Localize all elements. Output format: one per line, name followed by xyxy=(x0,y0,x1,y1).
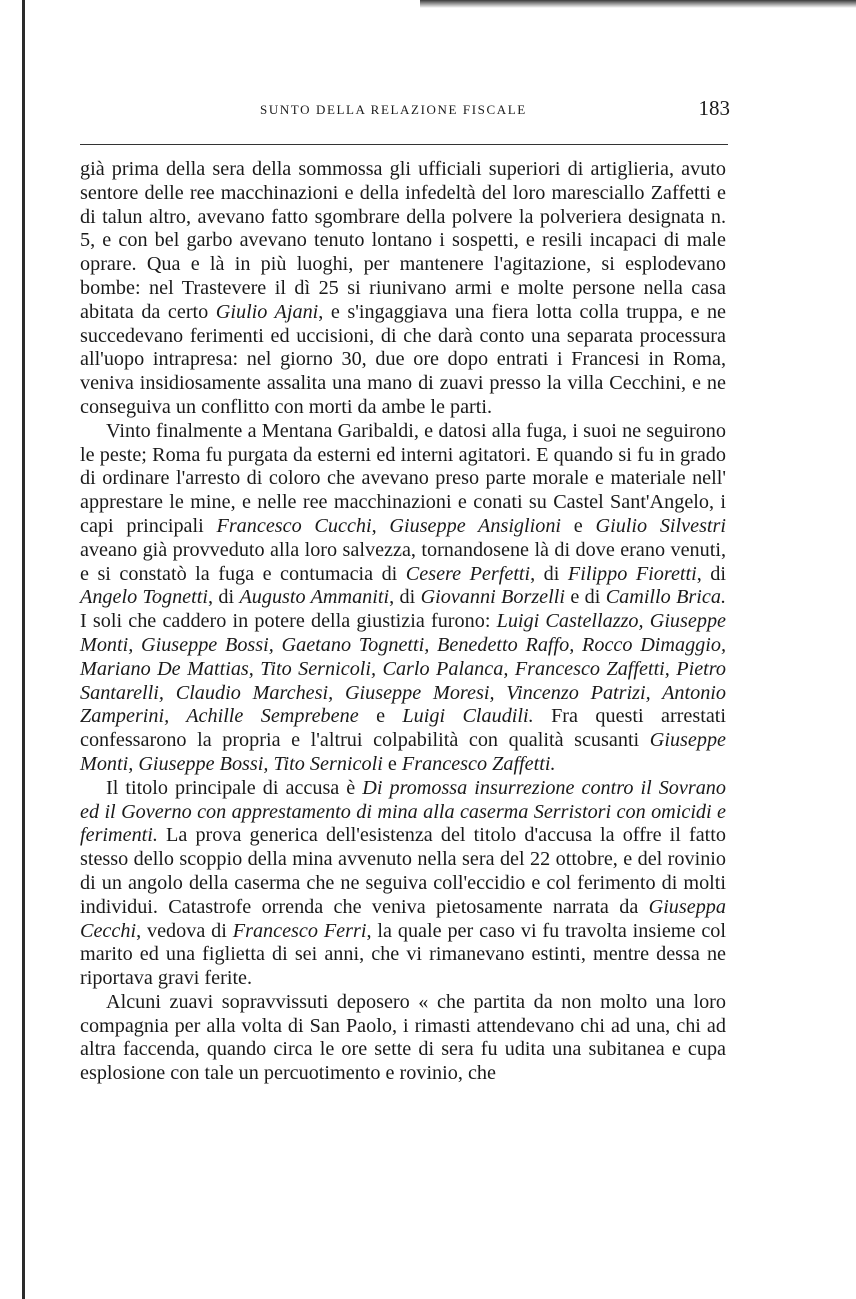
text-run: Vinto finalmente a Mentana Garibaldi, e datosi alla fuga, i suoi ne seguirono le peste; Roma fu purgata da esterni ed interni agitatori. E quando si fu in grado di ordinare l'arresto di coloro che avevano preso parte morale e materiale nell' apprestare le mine, e nelle ree macchinazioni e conati su Castel Sant'Angelo, i capi principali xyxy=(80,419,726,537)
italic-run: Giovanni Borzelli xyxy=(420,586,565,609)
text-run: e xyxy=(358,705,403,728)
text-run: , e s'ingaggiava una fiera lotta colla truppa, e ne succedevano ferimenti ed uccisioni, di che darà conto una separata processura all'uopo intrapresa: nel giorno 30, due ore dopo entrati i Francesi in Roma, veniva insidiosamente assalita una mano di zuavi presso la villa Cecchini, e ne conseguiva un conflitto con morti da ambe le parti. xyxy=(80,300,727,418)
italic-run: Giulio Ajani xyxy=(215,300,319,323)
text-run: aveano già provveduto alla loro salvezza, tornandosene là di dove erano venuti, e si constatò la fuga e contumacia di xyxy=(80,538,726,585)
italic-run: Augusto Ammaniti xyxy=(239,586,390,609)
text-run: , di xyxy=(530,562,568,585)
page-header xyxy=(70,96,730,126)
italic-run: Di promossa insurrezione contro il Sovrano ed il Governo con apprestamento di mina alla caserma Serristori con omicidi e ferimenti. xyxy=(80,776,726,847)
scan-edge xyxy=(22,0,25,1299)
body-text xyxy=(80,158,726,1086)
text-run: Fra questi arrestati confessarono la propria e l'altrui colpabilità con qualità scusanti xyxy=(80,705,726,752)
italic-run: Giuseppe Monti, Giuseppe Bossi, Tito Sernicoli xyxy=(80,729,726,775)
paragraph xyxy=(80,158,726,420)
text-run: già prima della sera della sommossa gli ufficiali superiori di artiglieria, avuto sentore delle ree macchinazioni e della infedeltà del loro maresciallo Zaffetti e di talun altro, avevano fatto sgombrare della polvere la polveriera designata n. 5, e con bel garbo avevano tenuto lontano i sospetti, e resili incapaci di male oprare. Qua e là in più luoghi, per mantenere l'agitazione, si esplodevano bombe: nel Trastevere il dì 25 si riunivano armi e molte persone nella casa abitata da certo xyxy=(80,158,726,323)
paragraph xyxy=(80,420,726,777)
italic-run: Francesco Zaffetti. xyxy=(401,752,556,775)
italic-run: Angelo Tognetti xyxy=(80,586,208,609)
italic-run: Giuseppa Cecchi xyxy=(80,895,726,942)
text-run: , di xyxy=(696,562,726,585)
text-run: , di xyxy=(207,586,240,609)
text-run: Alcuni zuavi sopravvissuti deposero « che partita da non molto una loro compagnia per alla volta di San Paolo, i rimasti attendevano chi ad una, chi ad altra faccenda, quando circa le ore sette di sera fu udita una subitanea e cupa esplosione con tale un percuotimento e rovinio, che xyxy=(80,990,726,1085)
page-number: 183 xyxy=(698,96,730,120)
italic-run: Giulio Silvestri xyxy=(595,514,726,537)
text-run: La prova generica dell'esistenza del titolo d'accusa la offre il fatto stesso dello scoppio della mina avvenuto nella sera del 22 ottobre, e del rovinio di un angolo della caserma che ne seguiva coll'eccidio e col ferimento di molti individui. Catastrofe orrenda che veniva pietosamente narrata da xyxy=(80,824,726,918)
italic-run: Luigi Castellazzo, Giuseppe Monti, Giuseppe Bossi, Gaetano Tognetti, Benedetto Raffo, Rocco Dimaggio, Mariano De Mattias, Tito Sernicoli, Carlo Palanca, Francesco Zaffetti, Pietro Santarelli, Claudio Marchesi, Giuseppe Moresi, Vincenzo Patrizi, Antonio Zamperini, Achille Semprebene xyxy=(80,610,726,728)
italic-run: Francesco Cucchi xyxy=(216,514,372,537)
text-run: e xyxy=(382,752,402,775)
text-run: , vedova di xyxy=(136,919,233,942)
italic-run: Camillo Brica. xyxy=(605,586,726,609)
italic-run: Filippo Fioretti xyxy=(567,562,697,585)
italic-run: Francesco Ferri xyxy=(232,919,367,942)
text-run: Il titolo principale di accusa è xyxy=(106,776,363,799)
text-run: , xyxy=(371,514,390,537)
text-run: , di xyxy=(389,586,421,609)
scan-shadow xyxy=(420,0,856,8)
italic-run: Luigi Claudili. xyxy=(402,705,534,728)
text-run: , la quale per caso vi fu travolta insieme col marito ed una figlietta di sei anni, che vi rimanevano estinti, mentre dessa ne riportava gravi ferite. xyxy=(80,919,727,990)
italic-run: Giuseppe Ansiglioni xyxy=(389,514,562,537)
italic-run: Cesere Perfetti xyxy=(405,562,531,585)
header-rule xyxy=(80,144,728,145)
text-run: I soli che caddero in potere della giustizia furono: xyxy=(80,610,497,633)
text-run: e xyxy=(561,514,596,537)
paragraph xyxy=(80,991,726,1086)
paragraph xyxy=(80,777,726,991)
running-title: SUNTO DELLA RELAZIONE FISCALE xyxy=(260,102,527,117)
text-run: e di xyxy=(564,586,606,609)
